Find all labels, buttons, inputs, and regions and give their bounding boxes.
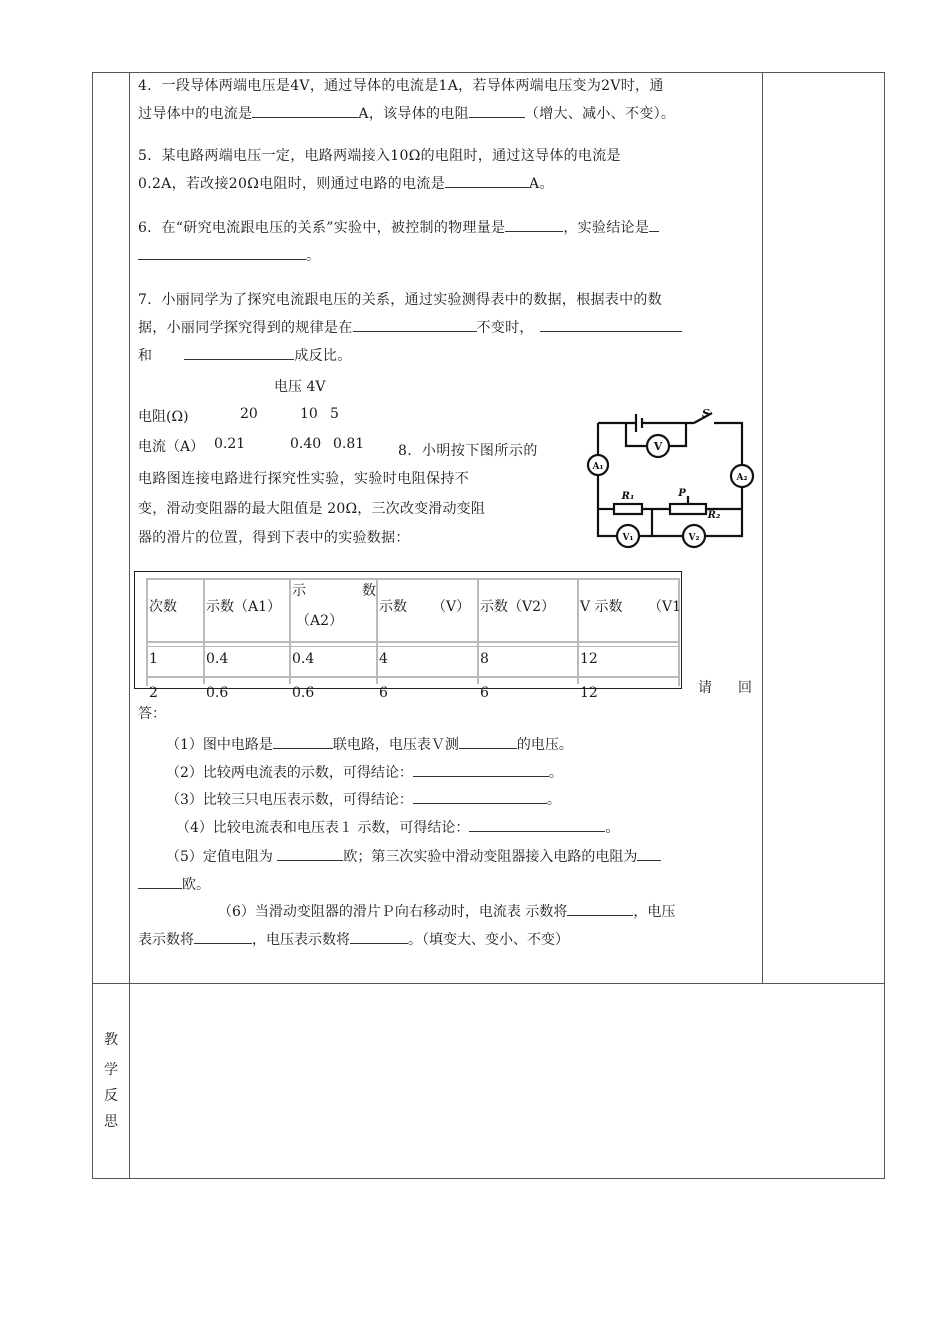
- q8-sub6-blank-voltage-1[interactable]: [194, 927, 252, 944]
- q8-table-cell: 6: [480, 685, 489, 701]
- q8-sub1: [166, 732, 573, 756]
- q8-line1: 8．小明按下图所示的: [398, 443, 538, 459]
- q8-sub2-b: 。: [548, 765, 563, 781]
- q6-line2: [138, 242, 753, 270]
- circuit-wire-top-right: [714, 423, 742, 464]
- q8-sub2-blank[interactable]: [413, 760, 549, 777]
- q7-line3-a: 和: [138, 348, 153, 364]
- q8-sub4-blank[interactable]: [469, 815, 605, 832]
- q7-resistance-value: 10: [300, 406, 318, 422]
- q8-table-header-cell: 次数: [149, 599, 177, 615]
- q8-sub3-b: 。: [546, 792, 561, 808]
- q8-table-cell: 8: [480, 651, 489, 667]
- question-5: [138, 142, 753, 198]
- q6-blank-controlled[interactable]: [505, 215, 563, 232]
- q8-sub6-c: 表示数将: [138, 932, 194, 948]
- q8-table-header-cell: 示数: [379, 599, 407, 615]
- reflection-content-area[interactable]: [131, 985, 883, 1177]
- circuit-label-s: S: [702, 407, 710, 420]
- q8-table-cell: 0.6: [292, 685, 315, 701]
- q7-blank-constant[interactable]: [353, 315, 477, 332]
- q8-table-col-rule: [289, 578, 291, 684]
- q8-sub2-a: （2）比较两电流表的示数，可得结论：: [166, 765, 413, 781]
- q8-table-cell: 0.6: [206, 685, 229, 701]
- q8-table-col-rule: [477, 578, 479, 684]
- q8-table-row2-rule: [146, 676, 678, 678]
- q7-resistance-label: 电阻(Ω): [138, 409, 189, 425]
- circuit-v-branch-right: [670, 423, 686, 446]
- q8-table-cell: 12: [580, 651, 598, 667]
- q8-table-cell: 1: [149, 651, 158, 667]
- q7-line2: [138, 314, 753, 342]
- q8-table-cell: 2: [149, 685, 158, 701]
- frame-right-border: [884, 72, 885, 1179]
- q7-line2-a: 据，小丽同学探究得到的规律是在: [138, 320, 353, 336]
- q8-sub6-b: ，电压: [633, 904, 676, 920]
- q5-line2-a: 0.2A，若改接20Ω电阻时，则通过电路的电流是: [138, 176, 445, 192]
- q4-blank-resistance[interactable]: [469, 101, 525, 118]
- q8-table-row-rule: [146, 646, 678, 647]
- q4-line2: [138, 100, 753, 128]
- q6-blank-conclusion-b[interactable]: [138, 243, 306, 260]
- q8-table-cell: 12: [580, 685, 598, 701]
- q8-sub4: [176, 815, 619, 839]
- q7-line3: [138, 342, 753, 370]
- frame-left-border: [92, 72, 93, 1179]
- circuit-label-p: P: [678, 488, 686, 499]
- q8-table-cell: 0.4: [292, 651, 315, 667]
- q7-line2-b: 不变时，: [476, 320, 534, 336]
- q8-table-cell: 0.4: [206, 651, 229, 667]
- q8-sub4-a: （4）比较电流表和电压表１ 示数，可得结论：: [176, 820, 470, 836]
- q7-resistance-value: 5: [330, 406, 339, 422]
- frame-mid-border: [92, 983, 885, 984]
- q5-line1: 5．某电路两端电压一定，电路两端接入10Ω的电阻时，通过这导体的电流是: [138, 148, 621, 164]
- q8-table-header-cell: （V）: [432, 599, 471, 615]
- q7-current-value: 0.21: [214, 436, 246, 452]
- q8-table-header-cell: （A2）: [296, 613, 344, 629]
- circuit-label-v1: V₁: [622, 533, 634, 543]
- q8-line3: 变，滑动变阻器的最大阻值是 20Ω，三次改变滑动变阻: [138, 501, 486, 517]
- circuit-label-a1: A₁: [592, 462, 604, 472]
- q5-blank-current[interactable]: [445, 171, 529, 188]
- q8-please: 请: [698, 680, 712, 696]
- circuit-resistor-r2: [670, 504, 706, 514]
- q8-sub6: [138, 898, 754, 954]
- question-7: [138, 286, 753, 370]
- q8-sub5: [138, 843, 754, 899]
- q8-table-header-cell: 示数（A1）: [206, 599, 282, 615]
- q8-sub6-a: （6）当滑动变阻器的滑片Ｐ向右移动时，电流表 示数将: [218, 904, 568, 920]
- q8-sub1-c: 的电压。: [516, 737, 573, 753]
- reflection-char: 反: [104, 1088, 118, 1104]
- q8-sub1-a: （1）图中电路是: [166, 737, 273, 753]
- q7-line1: 7．小丽同学为了探究电流跟电压的关系，通过实验测得表中的数据，根据表中的数: [138, 292, 663, 308]
- q7-blank-quantity-b[interactable]: [184, 343, 294, 360]
- question-4: [138, 72, 753, 128]
- q8-table-header-cell: V 示数: [580, 599, 623, 615]
- reflection-char: 学: [104, 1062, 118, 1078]
- q4-blank-current[interactable]: [252, 101, 358, 118]
- q8-sub5-b: 欧；第三次实验中滑动变阻器接入电路的电阻为: [343, 849, 638, 865]
- q8-table-header-cell: 示数（V2）: [480, 599, 556, 615]
- q5-line2-b: A。: [529, 176, 554, 192]
- q8-sub4-b: 。: [605, 820, 620, 836]
- q8-sub3: [166, 787, 561, 811]
- q4-line1: 4．一段导体两端电压是4V，通过导体的电流是1A，若导体两端电压变为2V时，通: [138, 78, 664, 94]
- q6-line2-b: 。: [306, 248, 321, 264]
- circuit-label-v: V: [653, 440, 663, 453]
- frame-col-divider: [129, 72, 130, 1179]
- q6-line1-b: ，实验结论是: [563, 220, 650, 236]
- q8-sub5-blank-variable-b[interactable]: [138, 872, 182, 889]
- q8-sub5-blank-variable-a[interactable]: [637, 844, 661, 861]
- q8-sub6-d: ，电压表示数将: [252, 932, 350, 948]
- q8-sub5-c: 欧。: [182, 877, 210, 893]
- frame-bottom-border: [92, 1178, 885, 1179]
- q7-current-value: 0.40: [290, 436, 322, 452]
- q8-table-col-rule: [376, 578, 378, 684]
- q6-line1-a: 6．在“研究电流跟电压的关系”实验中，被控制的物理量是: [138, 220, 506, 236]
- q7-current-value: 0.81: [333, 436, 365, 452]
- q8-answer-word: 回: [738, 680, 752, 696]
- q6-line1: [138, 214, 753, 242]
- q8-sub2: [166, 760, 563, 784]
- q8-sub5-a: （5）定值电阻为: [166, 849, 273, 865]
- q8-table-header-cell: 示: [292, 583, 306, 599]
- q7-current-label: 电流（A）: [138, 439, 205, 455]
- circuit-label-v2: V₂: [688, 533, 700, 543]
- q4-line2-a: 过导体中的电流是: [138, 106, 253, 122]
- circuit-label-a2: A₂: [736, 473, 748, 483]
- q8-table-header-rule: [146, 641, 678, 643]
- q8-sub3-a: （3）比较三只电压表示数，可得结论：: [166, 792, 413, 808]
- q7-voltage-label: 电压 4V: [274, 379, 326, 395]
- q4-line2-b: A，该导体的电阻: [358, 106, 469, 122]
- q8-table-col-rule: [203, 578, 205, 684]
- q4-line2-c: （增大、减小、不变）。: [524, 106, 676, 122]
- q8-sub3-blank[interactable]: [413, 787, 547, 804]
- q8-sub1-b: 联电路，电压表Ｖ测: [332, 737, 459, 753]
- q5-line2: [138, 170, 753, 198]
- q8-table-cell: 4: [379, 651, 388, 667]
- q7-blank-quantity-a[interactable]: [540, 315, 682, 332]
- reflection-char: 教: [104, 1032, 118, 1048]
- circuit-label-r2: R₂: [707, 510, 721, 521]
- q8-table-header-cell: 数: [362, 583, 376, 599]
- q6-blank-conclusion-a[interactable]: [649, 215, 659, 232]
- q8-table-header-cell: （V1: [648, 599, 682, 615]
- frame-right-inner-divider: [762, 72, 763, 983]
- reflection-char: 思: [104, 1114, 118, 1130]
- q8-line4: 器的滑片的位置，得到下表中的实验数据：: [138, 530, 410, 546]
- q8-table-cell: 6: [379, 685, 388, 701]
- q8-answer-label: 答：: [138, 706, 166, 722]
- circuit-label-r1: R₁: [621, 491, 635, 502]
- q8-sub5-blank-fixed[interactable]: [277, 844, 343, 861]
- q7-resistance-value: 20: [240, 406, 258, 422]
- q8-sub1-blank-type[interactable]: [273, 732, 333, 749]
- q8-sub6-e: 。（填变大、变小、不变）: [408, 932, 569, 948]
- q8-line2: 电路图连接电路进行探究性实验，实验时电阻保持不: [138, 471, 470, 487]
- circuit-diagram: [584, 406, 762, 554]
- q8-table-col-rule: [577, 578, 579, 684]
- q8-sub6-blank-current[interactable]: [567, 899, 633, 916]
- q7-line3-b: 成反比。: [294, 348, 352, 364]
- q8-sub1-blank-measure[interactable]: [459, 732, 517, 749]
- question-6: [138, 214, 753, 270]
- q8-sub6-blank-voltage-2[interactable]: [350, 927, 408, 944]
- circuit-resistor-r1: [614, 504, 642, 514]
